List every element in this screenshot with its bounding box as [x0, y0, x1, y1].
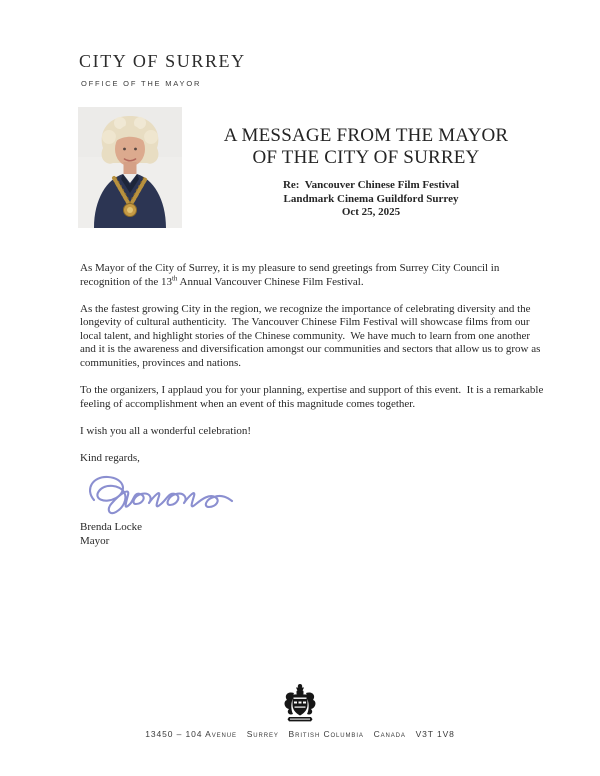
signer-title: Mayor [80, 534, 110, 547]
letter-title-line1: A MESSAGE FROM THE MAYOR [223, 125, 509, 146]
signature-stroke [90, 477, 232, 513]
letter-body [80, 262, 546, 479]
signer-name: Brenda Locke [80, 521, 142, 533]
portrait-graphic [78, 107, 182, 228]
closing-salutation: Kind regards, [80, 451, 140, 464]
city-crest-icon [281, 683, 319, 723]
office-label: OFFICE OF THE MAYOR [81, 79, 202, 88]
org-name: CITY OF SURREY [79, 51, 246, 71]
paragraph-greeting-text-end: Annual Vancouver Chinese Film Festival. [177, 275, 364, 288]
subject-date-line: Oct 25, 2025 [341, 206, 401, 218]
signer-block [80, 521, 142, 548]
crest-graphic [281, 683, 319, 723]
subject-re-line: Re: Vancouver Chinese Film Festival [282, 179, 460, 191]
mayor-portrait-photo [78, 107, 182, 228]
letter-title-line2: OF THE CITY OF SURREY [252, 147, 480, 168]
mayor-signature [82, 466, 234, 516]
paragraph-greeting-text: As Mayor of the City of Surrey, it is my pleasure to send greetings from Surrey City Council in recognition of the 13 [80, 262, 500, 288]
footer-address: 13450 – 104 Avenue Surrey British Columbia Canada V3T 1V8 [145, 729, 455, 739]
signature-graphic [82, 466, 234, 516]
paragraph-greeting [80, 262, 546, 289]
subject-venue-line: Landmark Cinema Guildford Surrey [283, 192, 459, 205]
subject-block [206, 179, 536, 220]
ordinal-superscript: th [171, 273, 178, 282]
paragraph-wish: I wish you all a wonderful celebration! [80, 424, 252, 437]
letter-title [196, 125, 536, 169]
paragraph-diversity: As the fastest growing City in the region, we recognize the importance of celebrating diversity and the longevity of cultural authenticity. The Vancouver Chinese Film Festival will showcase films from our local talent, and highlight stories of the Chinese community. We have much to learn from one another and it is the awareness and diversification amongst our communities and sectors that allow us to grow as communities, provinces and nations. [80, 302, 541, 370]
paragraph-organizers: To the organizers, I applaud you for your planning, expertise and support of this event. It is a remarkable feeling of accomplishment when an event of this magnitude comes together. [80, 384, 544, 410]
